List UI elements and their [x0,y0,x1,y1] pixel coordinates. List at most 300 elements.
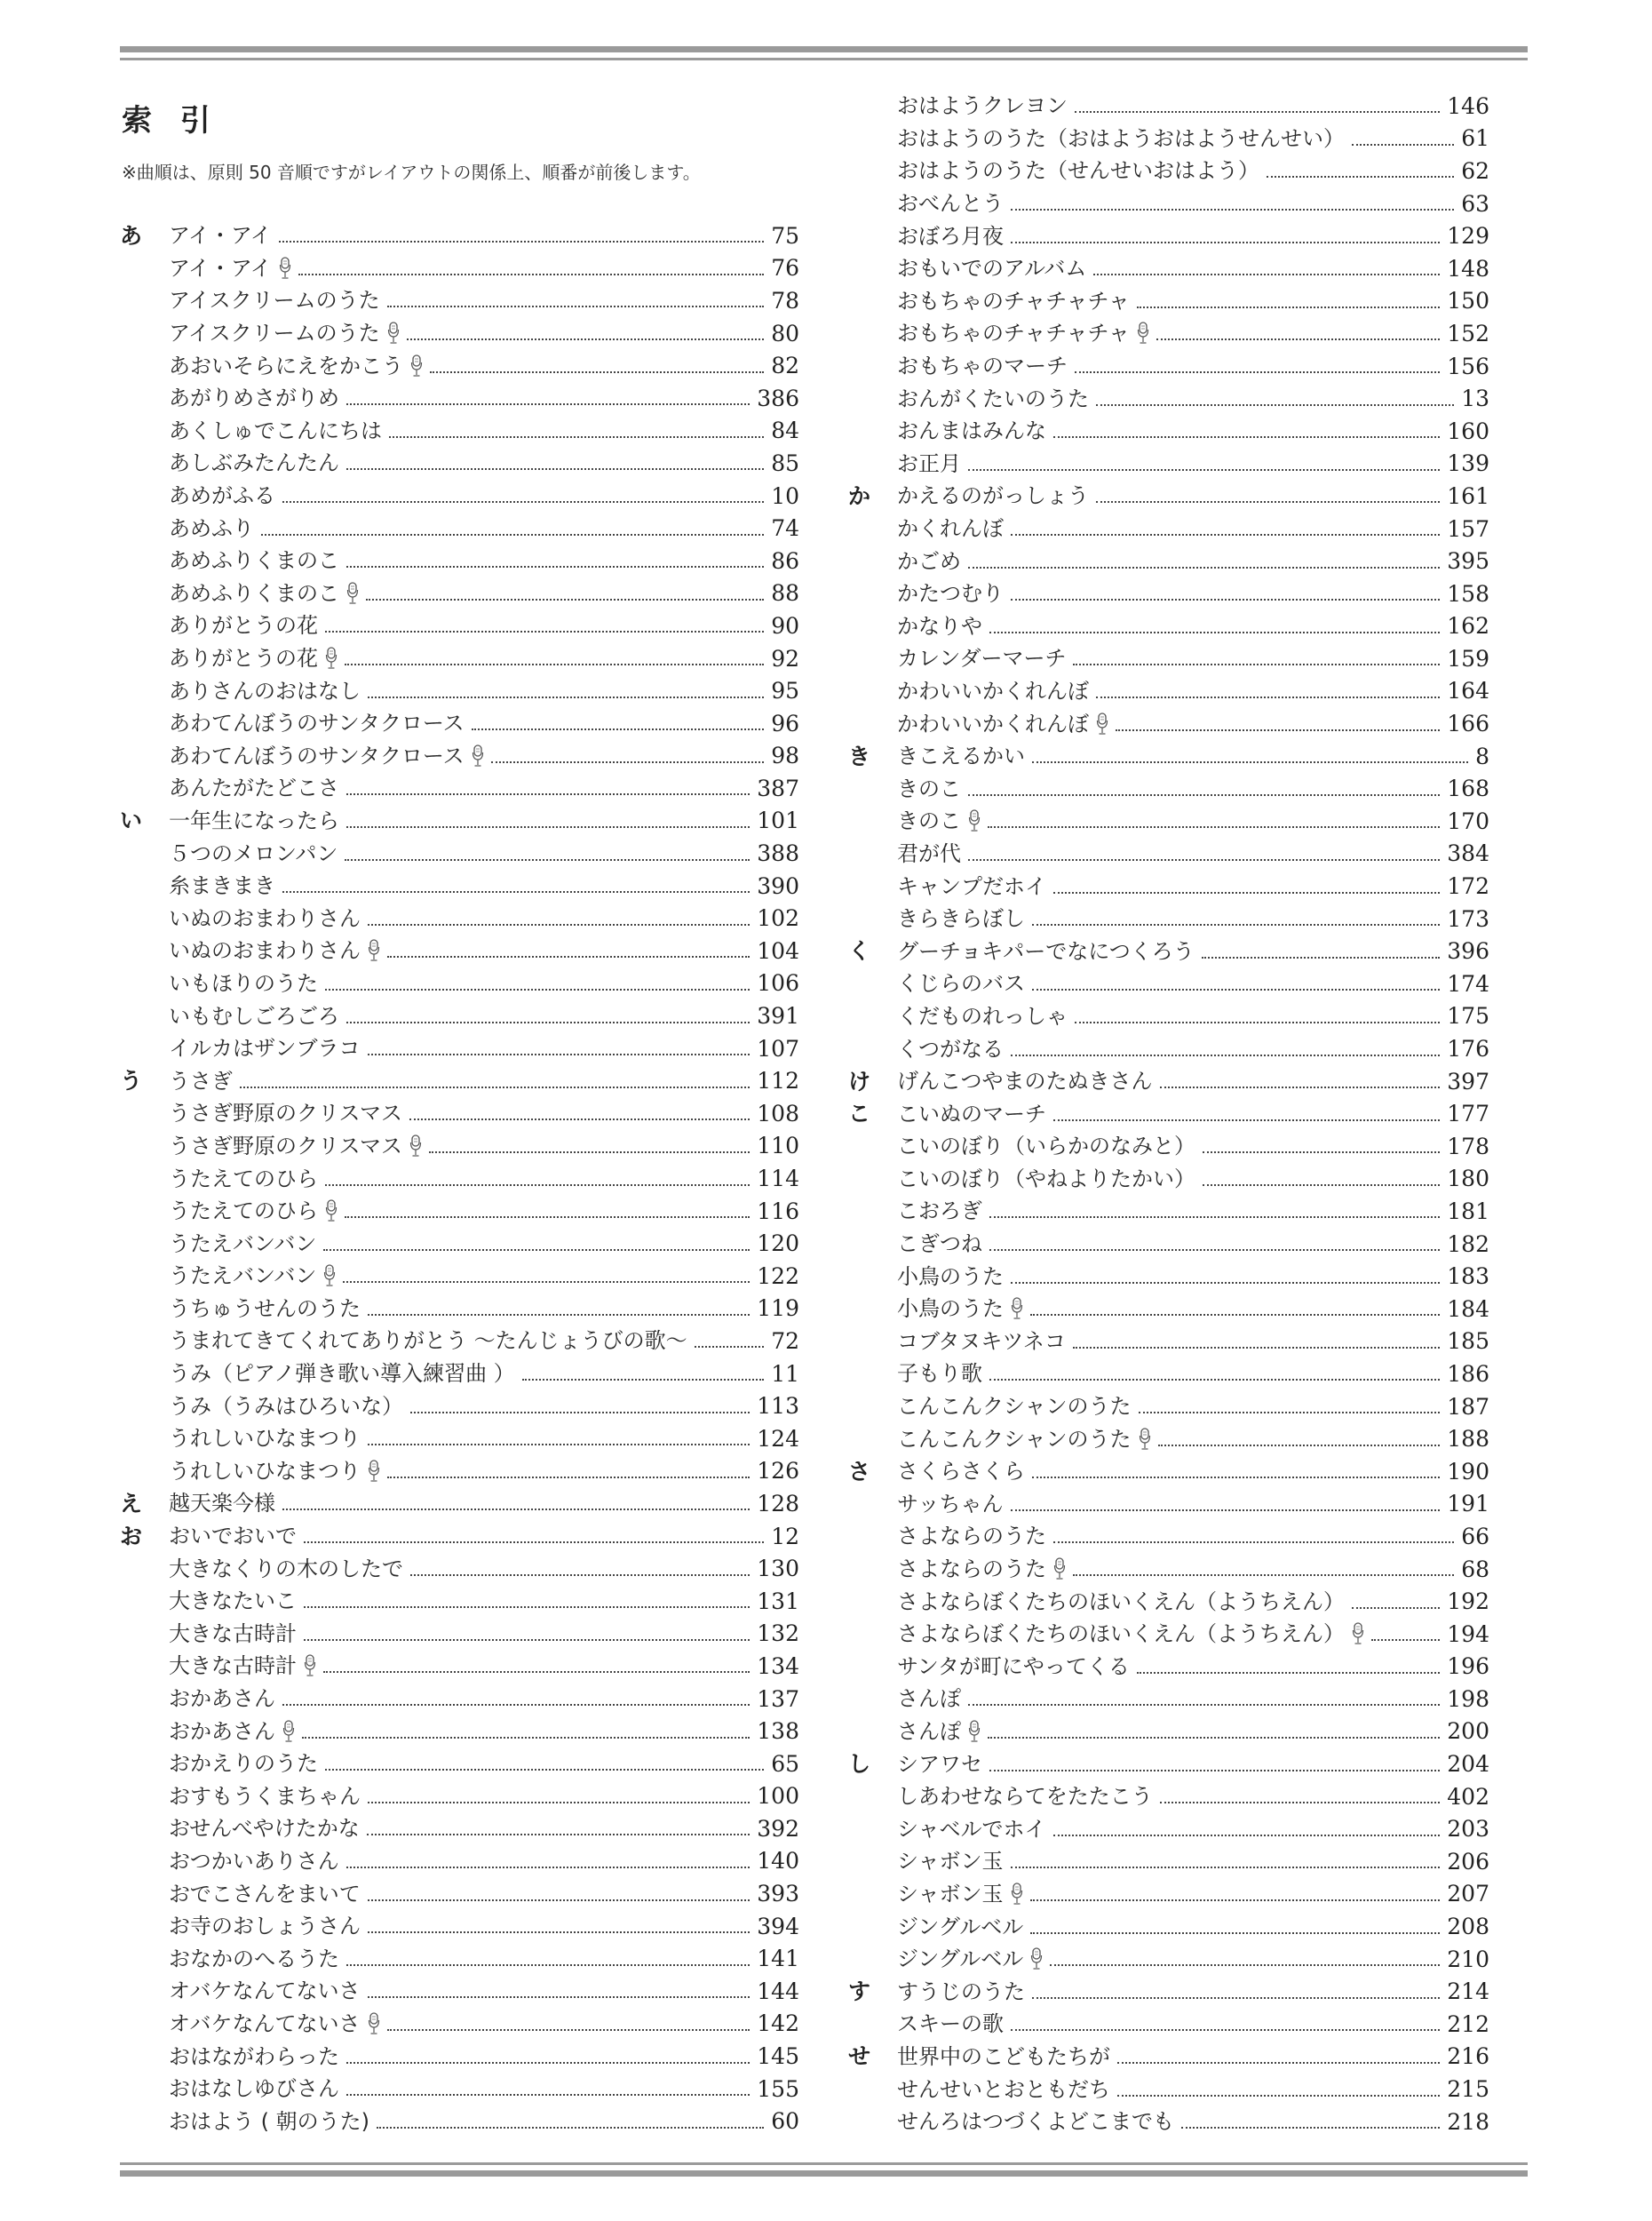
microphone-icon [1030,1947,1043,1970]
dot-leader [325,631,764,633]
index-entry [120,545,799,577]
index-entry [120,1520,799,1553]
index-entry [120,1747,799,1780]
index-entry [848,2041,1489,2074]
dot-leader [1137,1672,1440,1674]
kana-heading: い [120,808,143,834]
page-number: 190 [1447,1458,1489,1485]
index-entry [848,2106,1489,2138]
page-number: 194 [1447,1620,1489,1647]
page-number: 214 [1447,1978,1489,2005]
entry-title: 一年生になったら [169,808,339,833]
top-rule [120,46,1528,60]
index-entry [120,1357,799,1390]
dot-leader [345,859,750,861]
page-number: 210 [1447,1946,1489,1972]
page-number: 394 [757,1913,799,1939]
page-number: 146 [1447,92,1489,119]
index-entry [848,1422,1489,1455]
index-entry [120,1162,799,1195]
dot-leader [1203,1151,1440,1153]
entry-title: あめふりくまのこ [169,580,339,606]
dot-leader [410,1574,750,1576]
dot-leader [323,1671,750,1673]
entry-title: 君が代 [897,840,961,866]
index-entry [120,284,799,317]
page-number: 78 [771,287,799,314]
page-number: 172 [1447,873,1489,900]
dot-leader [968,1704,1440,1706]
dot-leader [387,956,750,958]
entry-title: うみ（ピアノ弾き歌い導入練習曲 ） [169,1361,515,1387]
dot-leader [407,338,765,340]
dot-leader [1032,924,1440,926]
index-entry [848,577,1489,610]
page-number: 186 [1447,1360,1489,1387]
page-number: 88 [771,580,799,607]
index-entry [848,935,1489,967]
entry-title: おいでおいで [169,1524,297,1549]
page-number: 181 [1447,1198,1489,1224]
entry-title: 大きなたいこ [169,1588,297,1614]
page-number: 144 [757,1978,799,2004]
index-entry [848,1651,1489,1684]
index-entry [120,1130,799,1163]
page-number: 173 [1447,905,1489,932]
ordering-note: ※曲順は、原則 50 音順ですがレイアウトの関係上、順番が前後します。 [122,162,701,183]
entry-title: かわいいかくれんぼ [897,711,1089,736]
dot-leader [1011,1055,1440,1056]
page-number: 218 [1447,2108,1489,2135]
index-entry [848,1488,1489,1521]
dot-leader [1011,2029,1440,2031]
page-number: 390 [757,872,799,899]
page-number: 184 [1447,1295,1489,1322]
entry-title: あめふりくまのこ [169,548,339,574]
index-entry [848,1747,1489,1780]
page-number: 155 [757,2075,799,2102]
entry-title: オバケなんてないさ [169,2010,361,2036]
dot-leader [368,1931,750,1933]
entry-title: おもちゃのチャチャチャ [897,321,1130,346]
entry-title: うたえバンバン [169,1263,317,1289]
microphone-icon [346,582,359,605]
dot-leader [1156,338,1440,340]
entry-title: いもほりのうた [169,970,318,996]
page-number: 126 [757,1458,799,1485]
index-entry [848,2008,1489,2041]
page-number: 175 [1447,1003,1489,1030]
dot-leader [389,436,764,438]
page-number: 177 [1447,1101,1489,1127]
index-entry [120,2073,799,2106]
dot-leader [304,1639,750,1641]
dot-leader [346,2094,750,2096]
index-entry [848,675,1489,708]
index-entry [120,1877,799,1910]
index-entry [120,1942,799,1975]
page-number: 107 [757,1035,799,1062]
page-number: 138 [757,1718,799,1745]
dot-leader [298,274,765,275]
microphone-icon [282,1720,295,1743]
page-number: 116 [757,1198,799,1224]
index-entry [120,1715,799,1747]
entry-title: きのこ [897,808,961,834]
dot-leader [1075,1022,1440,1023]
dot-leader [1117,2095,1440,2097]
dot-leader [1158,1445,1441,1446]
page-number: 72 [771,1327,799,1354]
index-column-right [848,90,1489,2137]
page-number: 61 [1461,125,1489,152]
entry-title: あわてんぼうのサンタクロース [169,743,465,768]
dot-leader [346,826,750,828]
page-number: 395 [1447,548,1489,575]
entry-title: おぼろ月夜 [897,223,1004,249]
entry-title: こおろぎ [897,1198,982,1224]
page-number: 128 [757,1490,799,1516]
page-number: 393 [757,1881,799,1907]
page-number: 180 [1447,1166,1489,1192]
dot-leader [1032,1477,1440,1478]
dot-leader [1073,664,1440,665]
entry-title: あわてんぼうのサンタクロース [169,711,465,736]
page-number: 12 [771,1523,799,1549]
dot-leader [1011,242,1440,243]
index-entry [120,707,799,740]
entry-title: あんたがたどこさ [169,776,339,801]
entry-title: グーチョキパーでなにつくろう [897,938,1195,964]
index-entry [848,1683,1489,1716]
dot-leader [989,632,1440,633]
entry-title: スキーの歌 [897,2011,1004,2037]
entry-title: おせんべやけたかな [169,1816,360,1842]
index-entry [848,2073,1489,2106]
dot-leader [387,306,765,307]
index-entry [120,1845,799,1878]
entry-title: こんこんクシャンのうた [897,1394,1132,1420]
page-number: 10 [771,482,799,509]
microphone-icon [968,809,981,832]
kana-heading: せ [848,2043,871,2070]
entry-title: おはようクレヨン [897,93,1068,119]
entry-title: お正月 [897,450,961,476]
index-entry [120,870,799,903]
index-entry [120,252,799,285]
entry-title: いもむしごろごろ [169,1003,339,1029]
page-number: 204 [1447,1751,1489,1778]
page-number: 119 [757,1295,799,1322]
page-number: 170 [1447,808,1489,834]
index-entry [120,1585,799,1618]
entry-title: さんぽ [897,1686,961,1712]
entry-title: シアワセ [897,1751,982,1777]
index-entry [848,707,1489,740]
entry-title: かえるのがっしょう [897,483,1089,509]
dot-leader [1011,209,1454,211]
page-number: 100 [757,1783,799,1810]
page-number: 101 [757,808,799,834]
dot-leader [989,1770,1440,1771]
page-number: 196 [1447,1653,1489,1680]
index-entry [848,513,1489,545]
entry-title: 糸まきまき [169,873,275,899]
dot-leader [1096,697,1440,698]
entry-title: うさぎ [169,1068,233,1094]
entry-title: こいぬのマーチ [897,1101,1046,1126]
entry-title: かたつむり [897,581,1004,607]
dot-leader [1011,1867,1441,1868]
index-entry [848,219,1489,252]
dot-leader [387,1477,750,1478]
kana-heading: し [848,1751,871,1778]
entry-title: あおいそらにえをかこう [169,353,403,378]
page-number: 90 [771,612,799,639]
microphone-icon [968,1720,981,1743]
dot-leader [368,1996,751,1998]
entry-title: しあわせならてをたたこう [897,1784,1153,1810]
index-entry [120,805,799,838]
page-number: 106 [757,970,799,997]
page-number: 13 [1461,386,1489,412]
index-entry [848,772,1489,805]
index-entry [848,740,1489,773]
index-entry [848,1780,1489,1813]
index-entry [120,1260,799,1293]
page-number: 185 [1447,1328,1489,1355]
entry-title: 小鳥のうた [897,1263,1004,1289]
dot-leader [367,1834,750,1835]
entry-title: おはながわらった [169,2043,339,2069]
dot-leader [1073,1574,1454,1576]
page-number: 84 [771,418,799,444]
entry-title: あがりめさがりめ [169,386,339,411]
index-entry [120,382,799,415]
page-number: 124 [757,1425,799,1452]
page-number: 174 [1447,970,1489,997]
microphone-icon [387,322,400,345]
index-entry [848,1520,1489,1553]
dot-leader [377,2127,764,2129]
page-number: 397 [1447,1068,1489,1095]
dot-leader [522,1379,764,1381]
entry-title: こんこんクシャンのうた [897,1426,1132,1452]
dot-leader [1352,144,1454,146]
index-entry [120,1032,799,1065]
entry-title: おんまはみんな [897,418,1046,444]
entry-title: カレンダーマーチ [897,646,1067,672]
index-entry [120,1064,799,1097]
page-number: 191 [1447,1491,1489,1517]
index-entry [848,1195,1489,1228]
page-number: 140 [757,1848,799,1875]
index-entry [848,90,1489,123]
dot-leader [989,1216,1440,1218]
page-number: 95 [771,678,799,705]
page-number: 148 [1447,255,1489,282]
kana-heading: く [848,938,871,965]
entry-title: うたえバンバン [169,1230,317,1256]
index-entry [848,1130,1489,1163]
index-entry [848,1163,1489,1196]
page-number: 188 [1447,1426,1489,1453]
entry-title: アイ・アイ [169,255,272,281]
index-entry [120,577,799,610]
index-entry [848,967,1489,1000]
entry-title: いぬのおまわりさん [169,938,361,964]
dot-leader [346,403,750,405]
page-number: 86 [771,547,799,574]
page-number: 150 [1447,288,1489,314]
index-entry [848,382,1489,415]
dot-leader [387,2029,751,2031]
index-entry [120,999,799,1032]
index-entry [848,1943,1489,1976]
entry-title: おでこさんをまいて [169,1881,361,1907]
entry-title: サンタが町にやってくる [897,1653,1130,1679]
page-number: 139 [1447,450,1489,477]
index-entry [120,1910,799,1943]
microphone-icon [1352,1622,1364,1645]
page-number: 176 [1447,1036,1489,1063]
index-entry [848,1228,1489,1261]
dot-leader [429,1151,750,1153]
dot-leader [346,1964,750,1966]
entry-title: さよならのうた [897,1556,1046,1582]
index-entry [120,2040,799,2073]
dot-leader [1116,729,1440,731]
index-entry [848,610,1489,643]
index-entry [848,317,1489,350]
dot-leader [346,468,764,470]
dot-leader [368,697,764,698]
page-number: 182 [1447,1230,1489,1257]
page-number: 152 [1447,320,1489,346]
index-entry [848,187,1489,220]
dot-leader [325,1769,764,1771]
dot-leader [1139,1412,1441,1413]
entry-title: おなかのへるうた [169,1946,339,1971]
page-number: 110 [757,1133,799,1159]
dot-leader [368,1054,751,1055]
entry-title: ５つのメロンパン [169,840,338,866]
index-entry [848,285,1489,318]
dot-leader [1030,1314,1440,1316]
index-entry [120,837,799,870]
entry-title: こいのぼり（やねよりたかい） [897,1166,1195,1191]
entry-title: きのこ [897,776,961,801]
dot-leader [1093,274,1440,275]
entry-title: さくらさくら [897,1459,1025,1485]
dot-leader [989,1379,1440,1381]
entry-title: アイ・アイ [169,223,272,249]
entry-title: うちゅうせんのうた [169,1295,361,1321]
entry-title: かわいいかくれんぼ [897,678,1089,704]
entry-title: おすもうくまちゃん [169,1783,361,1809]
microphone-icon [325,1199,338,1222]
dot-leader [1352,1607,1440,1609]
page-number: 114 [757,1166,799,1192]
dot-leader [1053,436,1440,438]
page-number: 120 [757,1230,799,1257]
entry-title: コブタヌキツネコ [897,1328,1066,1354]
page-number: 212 [1447,2010,1489,2037]
dot-leader [1053,892,1440,894]
entry-title: さよならぼくたちのほいくえん（ようちえん） [897,1621,1345,1647]
page-number: 63 [1461,190,1489,217]
dot-leader [1032,989,1440,991]
kana-heading: け [848,1068,871,1095]
page-number: 158 [1447,580,1489,607]
kana-heading: き [848,743,871,769]
index-entry [848,1845,1489,1878]
page-number: 62 [1461,157,1489,184]
dot-leader [325,989,750,991]
entry-title: おもちゃのチャチャチャ [897,288,1130,314]
page-number: 402 [1447,1783,1489,1810]
dot-leader [282,1704,750,1706]
entry-title: うれしいひなまつり [169,1458,361,1484]
index-entry [848,1618,1489,1651]
page-number: 113 [757,1393,799,1420]
entry-title: いぬのおまわりさん [169,905,361,931]
page-number: 161 [1447,482,1489,509]
index-entry [120,1975,799,2008]
kana-heading: さ [848,1458,871,1485]
page-number: 129 [1447,223,1489,250]
index-entry [120,967,799,1000]
entry-title: ありさんのおはなし [169,678,361,704]
page-number: 85 [771,450,799,476]
entry-title: キャンプだホイ [897,873,1046,899]
microphone-icon [1011,1883,1023,1906]
page-number: 76 [771,255,799,282]
index-entry [848,1812,1489,1845]
bottom-rule [120,2162,1528,2177]
page-number: 157 [1447,515,1489,542]
index-entry [848,1455,1489,1488]
page-number: 387 [757,775,799,801]
entry-title: うまれてきてくれてありがとう 〜たんじょうびの歌〜 [169,1328,687,1354]
entry-title: あくしゅでこんにちは [169,418,382,443]
kana-heading: か [848,482,871,509]
index-entry [120,1097,799,1130]
dot-leader [302,1737,750,1739]
dot-leader [346,1022,750,1023]
index-entry [848,480,1489,513]
entry-title: アイスクリームのうた [169,288,380,314]
kana-heading: あ [120,222,143,249]
page-number: 98 [771,743,799,769]
dot-leader [430,371,764,373]
microphone-icon [368,2012,380,2035]
microphone-icon [1137,322,1149,345]
page-number: 92 [771,645,799,672]
index-entry [120,2105,799,2137]
index-entry [120,1422,799,1455]
index-entry [848,1357,1489,1390]
index-entry [120,317,799,350]
entry-title: こぎつね [897,1231,982,1257]
microphone-icon [304,1654,316,1677]
index-entry [120,1487,799,1520]
kana-heading: す [848,1978,871,2005]
index-entry [120,447,799,480]
dot-leader [279,241,765,243]
index-entry [848,1065,1489,1098]
kana-heading: う [120,1068,143,1095]
